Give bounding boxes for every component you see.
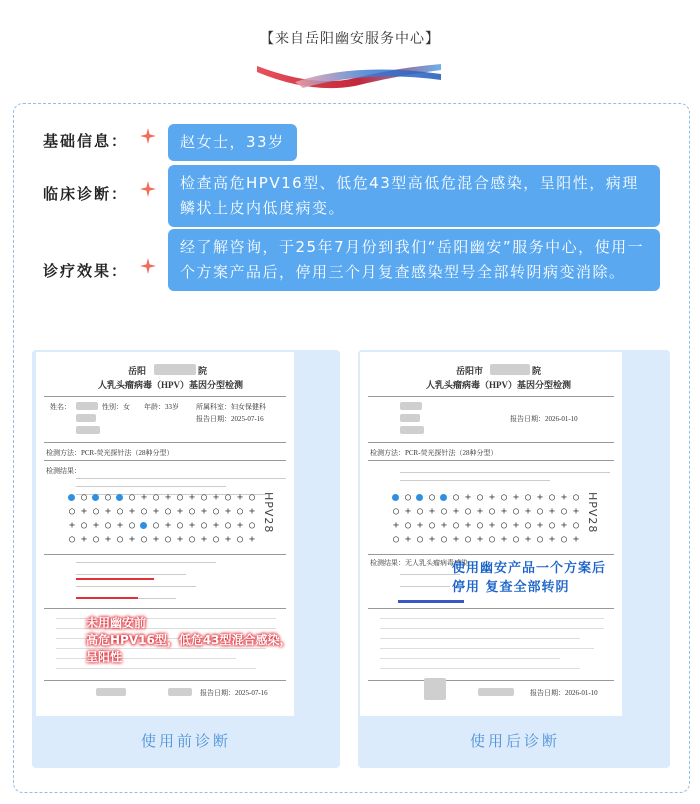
treatment-effect-value: 经了解咨询，于25年7月份到我们“岳阳幽安”服务中心，使用一个方案产品后，停用三个月复查感染型号全部转阴病变消除。 <box>168 229 660 291</box>
before-name-field: 姓名： <box>50 403 71 411</box>
after-report-title: 人乳头瘤病毒（HPV）基因分型检测 <box>426 380 571 390</box>
before-report-title: 人乳头瘤病毒（HPV）基因分型检测 <box>98 380 243 390</box>
before-grid-tag: HPV28 <box>262 492 275 534</box>
star-icon <box>140 181 156 197</box>
before-dept-field: 所属科室：妇女保健科 <box>196 403 266 411</box>
star-icon <box>140 128 156 144</box>
before-highlight-line <box>76 578 154 580</box>
page-title: 【来自岳阳幽安服务中心】 <box>260 31 440 47</box>
basic-info-label: 基础信息： <box>43 132 129 150</box>
after-grid-tag: HPV28 <box>586 492 599 534</box>
before-gender-field: 性别：女 <box>102 403 130 411</box>
before-highlight-line <box>76 597 138 599</box>
treatment-effect-label: 诊疗效果： <box>43 262 129 280</box>
clinical-diagnosis-label: 临床诊断： <box>43 185 129 203</box>
before-caption: 使用前诊断 <box>140 732 231 750</box>
before-age-field: 年龄：33岁 <box>144 403 179 411</box>
before-result-label: 检测结果： <box>46 467 81 475</box>
after-sign-date: 报告日期：2026-01-10 <box>530 689 598 697</box>
star-icon <box>140 258 156 274</box>
before-sign-date: 报告日期：2025-07-16 <box>200 689 268 697</box>
before-method: 检测方法：PCR-荧光探针法（28种分型） <box>46 449 174 457</box>
after-date-field: 报告日期：2026-01-10 <box>510 415 578 423</box>
before-annotation-1: 未用幽安前 <box>86 616 147 630</box>
after-report-photo: 岳阳市 院 人乳头瘤病毒（HPV）基因分型检测 报告日期：2026-01-10 检测方法：PCR-荧光探针法（28种分型） ○ ○ ○ + ○ + ○ + ○ + ○ + ○ ○ + ○ + ○ + ○ + ○ + ○ + ○ + ○ + + ○ + ○ + ○ + ○ + ○ + ○ + ○ + ○ ○ + ○ + ○ + ○ + ○ + ○ + ○ + ○ + HPV28 检测结果：无人乳头瘤病毒感染 报告日期：2026-01-10 <box>360 352 622 716</box>
after-method: 检测方法：PCR-荧光探针法（28种分型） <box>370 449 498 457</box>
before-annotation-2: 高危HPV16型，低危43型混合感染， <box>86 633 292 647</box>
after-hospital-suffix: 院 <box>532 366 542 376</box>
decorative-ribbon <box>255 58 445 92</box>
clinical-diagnosis-value: 检查高危HPV16型、低危43型高低危混合感染，呈阳性，病理鳞状上皮内低度病变。 <box>168 165 660 227</box>
before-hospital: 岳阳 <box>128 366 147 376</box>
after-highlight-line <box>398 600 464 603</box>
after-annotation-1: 使用幽安产品一个方案后 <box>452 561 607 576</box>
after-caption: 使用后诊断 <box>469 732 560 750</box>
before-date-field: 报告日期：2025-07-16 <box>196 415 264 423</box>
before-hospital-suffix: 院 <box>198 366 208 376</box>
before-annotation-3: 呈阳性 <box>86 650 123 664</box>
after-result-text: 检测结果：无人乳头瘤病毒感染 <box>370 559 468 567</box>
basic-info-value: 赵女士，33岁 <box>168 124 297 161</box>
after-annotation-2: 停用 复查全部转阴 <box>452 580 570 595</box>
before-report-photo: 岳阳 院 人乳头瘤病毒（HPV）基因分型检测 姓名： 性别：女 年龄：33岁 所属科室：妇女保健科 报告日期：2025-07-16 检测方法：PCR-荧光探针法（28种分型） 检测结果： ○ ○ ○ + ○ + ○ + ○ + ○ + ○ ○ + ○ + ○ + ○ + ○ + ○ + ○ + ○ + + ○ + ○ + ○ ○ + ○ + ○ + ○ + ○ ○ + ○ + ○ + ○ + ○ + ○ + ○ + ○ + HPV28 报告日期：2025-07-16 <box>36 352 294 716</box>
after-hospital: 岳阳市 <box>456 366 484 376</box>
